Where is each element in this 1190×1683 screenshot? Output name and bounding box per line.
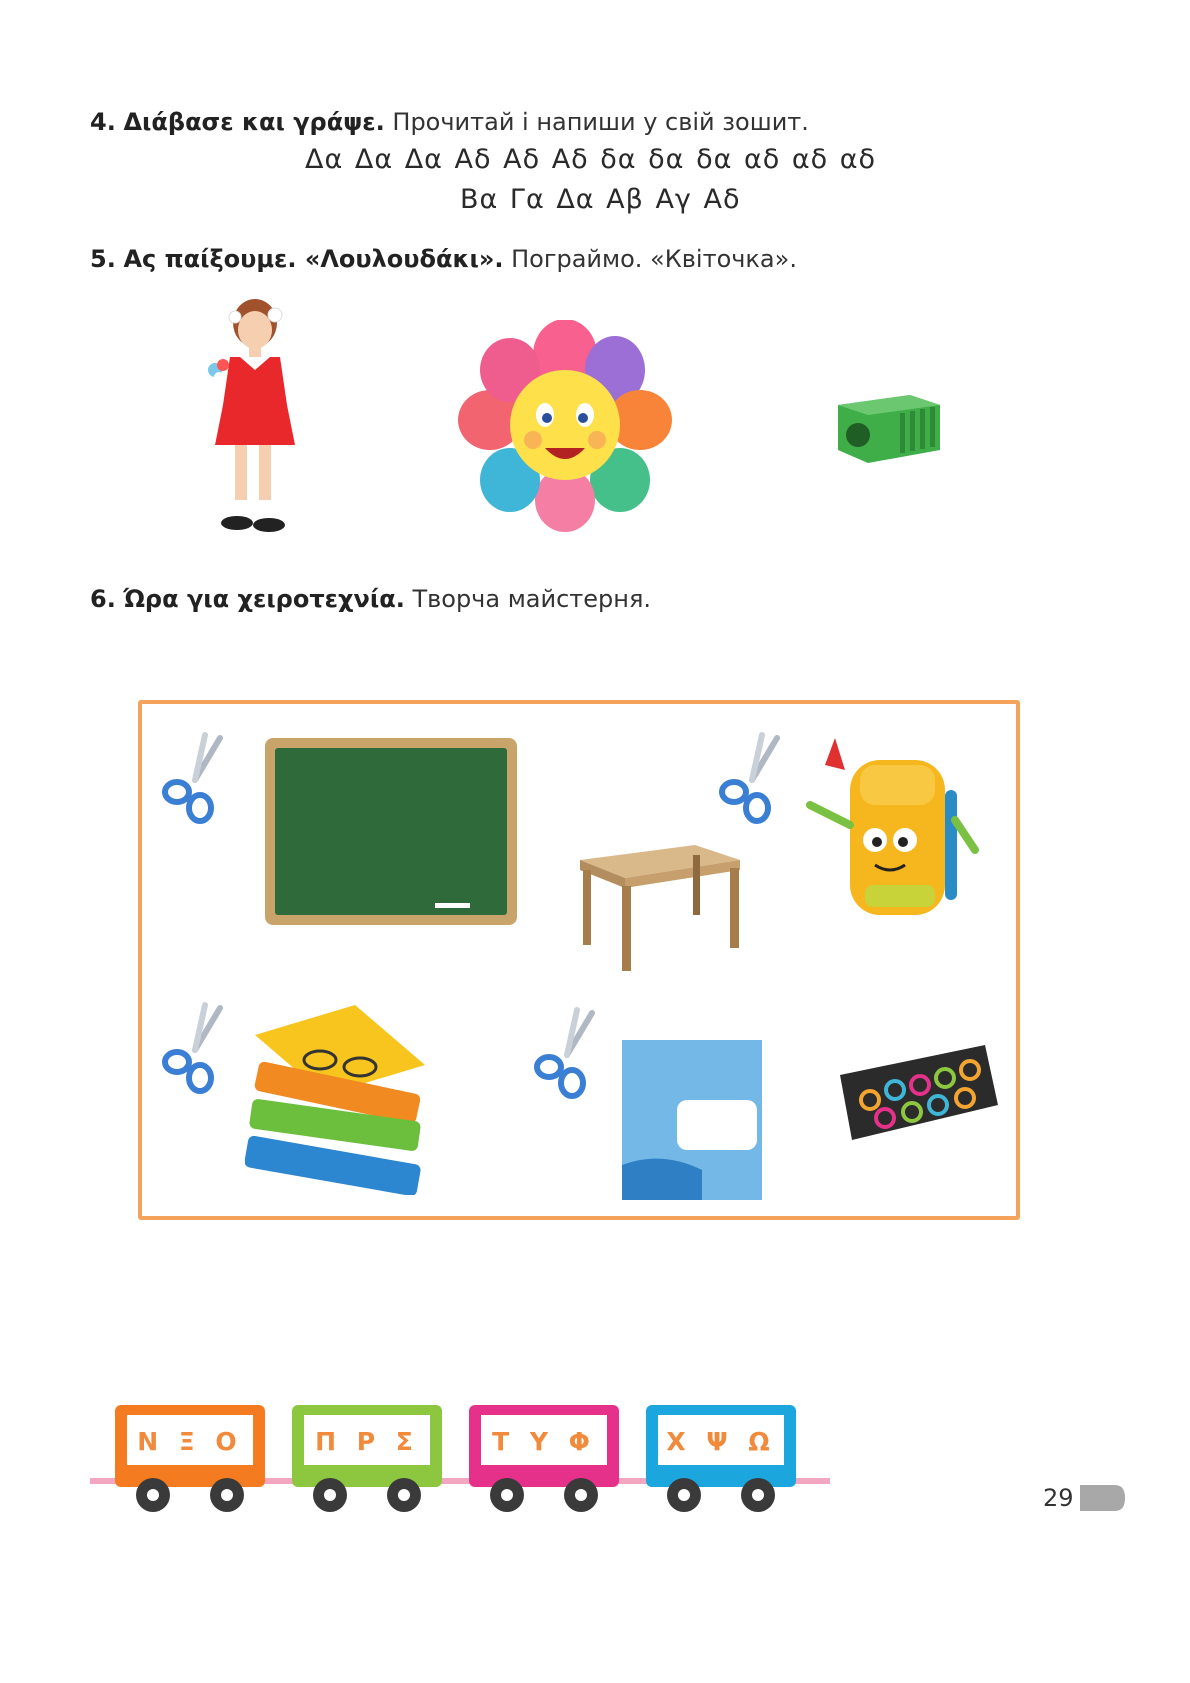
scissors-icon[interactable]	[155, 1000, 235, 1095]
wagon-wheel-hub	[575, 1489, 587, 1501]
task-4-title-ukrainian: Прочитай і напиши у свій зошит.	[392, 108, 809, 136]
task-4-title-greek: Διάβασε και γράψε.	[123, 108, 385, 136]
letters-line-2: Βα Γα Δα Αβ Αγ Αδ	[460, 184, 741, 215]
letters-line-1: Δα Δα Δα Αδ Αδ Αδ δα δα δα αδ αδ αδ	[305, 144, 877, 175]
scissors-icon[interactable]	[527, 1005, 607, 1100]
train-wagon	[646, 1405, 796, 1512]
wagon-label: Ν Ξ Ο	[137, 1427, 243, 1456]
task-6-title-ukrainian: Творча майстерня.	[412, 585, 652, 613]
desk-illustration	[575, 840, 745, 975]
task-5-title-ukrainian: Пограймо. «Квіточка».	[511, 245, 797, 273]
task-4-number: 4.	[90, 108, 116, 136]
task-6-heading	[90, 585, 651, 613]
books-illustration	[245, 1005, 435, 1195]
backpack-illustration	[805, 730, 980, 920]
page-tab-icon	[1080, 1485, 1125, 1511]
task-5-heading	[90, 245, 797, 273]
wagon-label: Π Ρ Σ	[315, 1427, 419, 1456]
wagon-wheel-hub	[752, 1489, 764, 1501]
task-6-title-greek: Ώρα για χειροτεχνία.	[123, 585, 405, 613]
alphabet-train	[90, 1400, 830, 1520]
scissors-icon[interactable]	[712, 730, 792, 825]
task-5-title-greek: Ας παίξουμε. «Λουλουδάκι».	[123, 245, 504, 273]
task-6-number: 6.	[90, 585, 116, 613]
task-5-number: 5.	[90, 245, 116, 273]
task-4-heading	[90, 108, 809, 136]
train-wagon	[469, 1405, 619, 1512]
scissors-icon[interactable]	[155, 730, 235, 825]
wagon-wheel-hub	[324, 1489, 336, 1501]
sharpener-illustration	[830, 385, 950, 470]
wagon-wheel-hub	[147, 1489, 159, 1501]
train-wagon	[115, 1405, 265, 1512]
page-number: 29	[1043, 1484, 1074, 1512]
wagon-label: Χ Ψ Ω	[666, 1427, 776, 1456]
wagon-wheel-hub	[398, 1489, 410, 1501]
flower-illustration	[455, 320, 675, 535]
chalkboard-illustration	[265, 738, 517, 925]
wagon-label: Τ Υ Φ	[492, 1427, 596, 1456]
notebook-illustration	[622, 1040, 762, 1200]
train-wagon	[292, 1405, 442, 1512]
wagon-wheel-hub	[501, 1489, 513, 1501]
wagon-wheel-hub	[221, 1489, 233, 1501]
girl-illustration	[195, 295, 315, 570]
pencil-case-illustration	[840, 1040, 1000, 1150]
wagon-wheel-hub	[678, 1489, 690, 1501]
